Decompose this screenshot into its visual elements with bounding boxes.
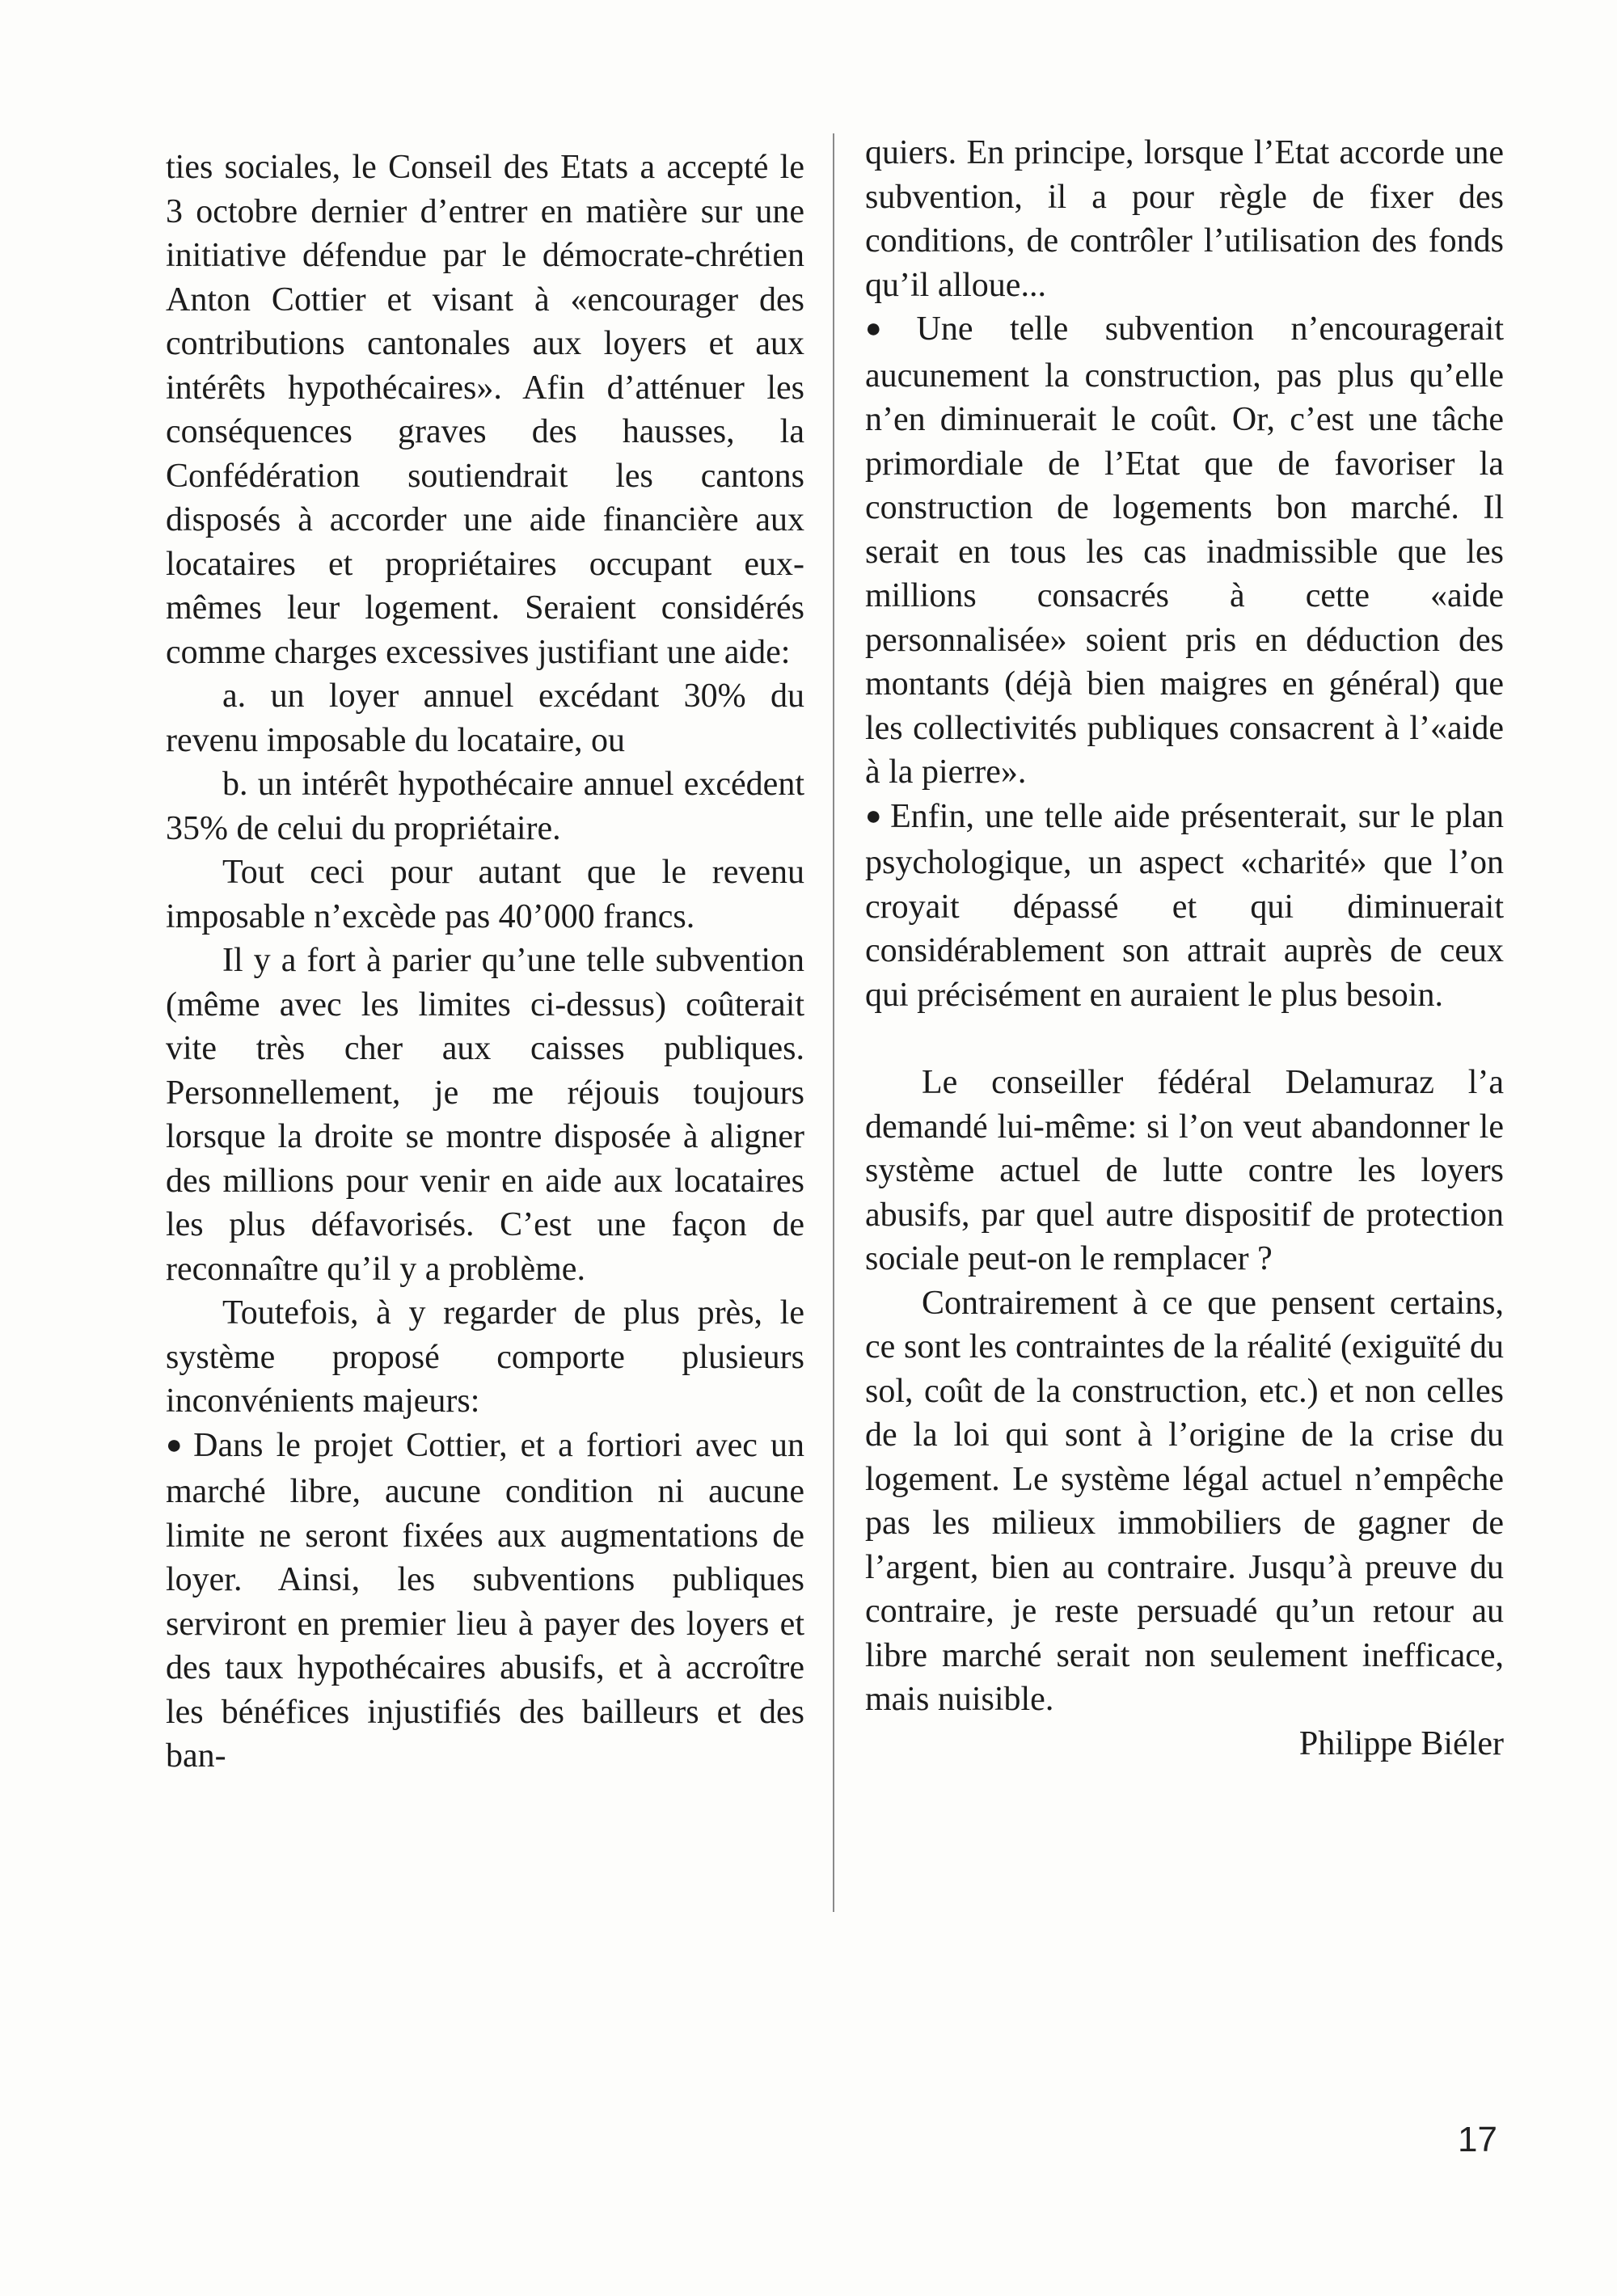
paragraph: Il y a fort à parier qu’une telle subvention (même avec les limites ci-dessus) coûterait vite très cher aux caisses publiques. Personnellement, je me réjouis toujours lorsque la droite se montre disposée à aligner des millions pour venir en aide aux locataires les plus défavorisés. C’est une façon de reconnaître qu’il y a problème. [166, 942, 804, 1288]
page-number: 17 [1458, 2120, 1497, 2159]
paragraph-condition-a: a. un loyer annuel excédant 30% du revenu imposable du locataire, ou [166, 677, 804, 759]
paragraph-condition-b: b. un intérêt hypothécaire annuel excédent 35% de celui du propriétaire. [166, 766, 804, 847]
paragraph: ties sociales, le Conseil des Etats a accepté le 3 octobre dernier d’entrer en matière sur une initiative défendue par le démocrate-chrétien Anton Cottier et visant à «encourager des contributions cantonales aux loyers et aux intérêts hypothécaires». Afin d’atténuer les conséquences graves des hausses, la Confédération soutiendrait les cantons disposés à accorder une aide financière aux locataires et propriétaires occupant eux-mêmes leur logement. Seraient considérés comme charges excessives justifiant une aide: [166, 149, 804, 671]
paragraph: quiers. En principe, lorsque l’Etat accorde une subvention, il a pour règle de fixer des conditions, de contrôler l’utilisation des fonds qu’il alloue... [865, 134, 1504, 304]
paragraph: Tout ceci pour autant que le revenu imposable n’excède pas 40’000 francs. [166, 854, 804, 935]
column-divider [833, 133, 834, 1912]
paragraph: Le conseiller fédéral Delamuraz l’a demandé lui-même: si l’on veut abandonner le système actuel de lutte contre les loyers abusifs, par quel autre dispositif de protection sociale peut-on le remplacer ? [865, 1064, 1504, 1277]
paragraph: Contrairement à ce que pensent certains, ce sont les contraintes de la réalité (exiguïté du sol, coût de la construction, etc.) et non celles de la loi qui sont à l’origine de la crise du logement. Le système légal actuel n’empêche pas les milieux immobiliers de gagner de l’argent, bien au contraire. Jusqu’à preuve du contraire, je reste persuadé qu’un retour au libre marché serait non seulement inefficace, mais nuisible. [865, 1284, 1504, 1718]
author-signature: Philippe Biéler [1298, 1724, 1504, 1762]
paragraph: Toutefois, à y regarder de plus près, le système proposé comporte plusieurs inconvénients majeurs: [166, 1294, 804, 1420]
bullet-paragraph: ● Dans le projet Cottier, et a fortiori avec un marché libre, aucune condition ni aucune limite ne seront fixées aux augmentations de loyer. Ainsi, les subventions publiques serviront en premier lieu à payer des loyers et des taux hypothécaires abusifs, et à accroître les bénéfices injustifiés des bailleurs et des ban- [166, 1424, 804, 1779]
left-column [166, 146, 804, 1779]
right-column [865, 131, 1504, 1766]
bullet-paragraph: ● Une telle subvention n’encouragerait aucunement la construction, pas plus qu’elle n’en diminuerait le coût. Or, c’est une tâche primordiale de l’Etat que de favoriser la construction de logements bon marché. Il serait en tous les cas inadmissible que les millions consacrés à cette «aide personnalisée» soient pris en déduction des montants (déjà bien maigres en général) que les collectivités publiques consacrent à l’«aide à la pierre». [865, 307, 1504, 795]
bullet-paragraph: ● Enfin, une telle aide présenterait, sur le plan psychologique, un aspect «charité» que l’on croyait dépassé et qui diminuerait considérablement son attrait auprès de ceux qui précisément en auraient le plus besoin. [865, 795, 1504, 1018]
